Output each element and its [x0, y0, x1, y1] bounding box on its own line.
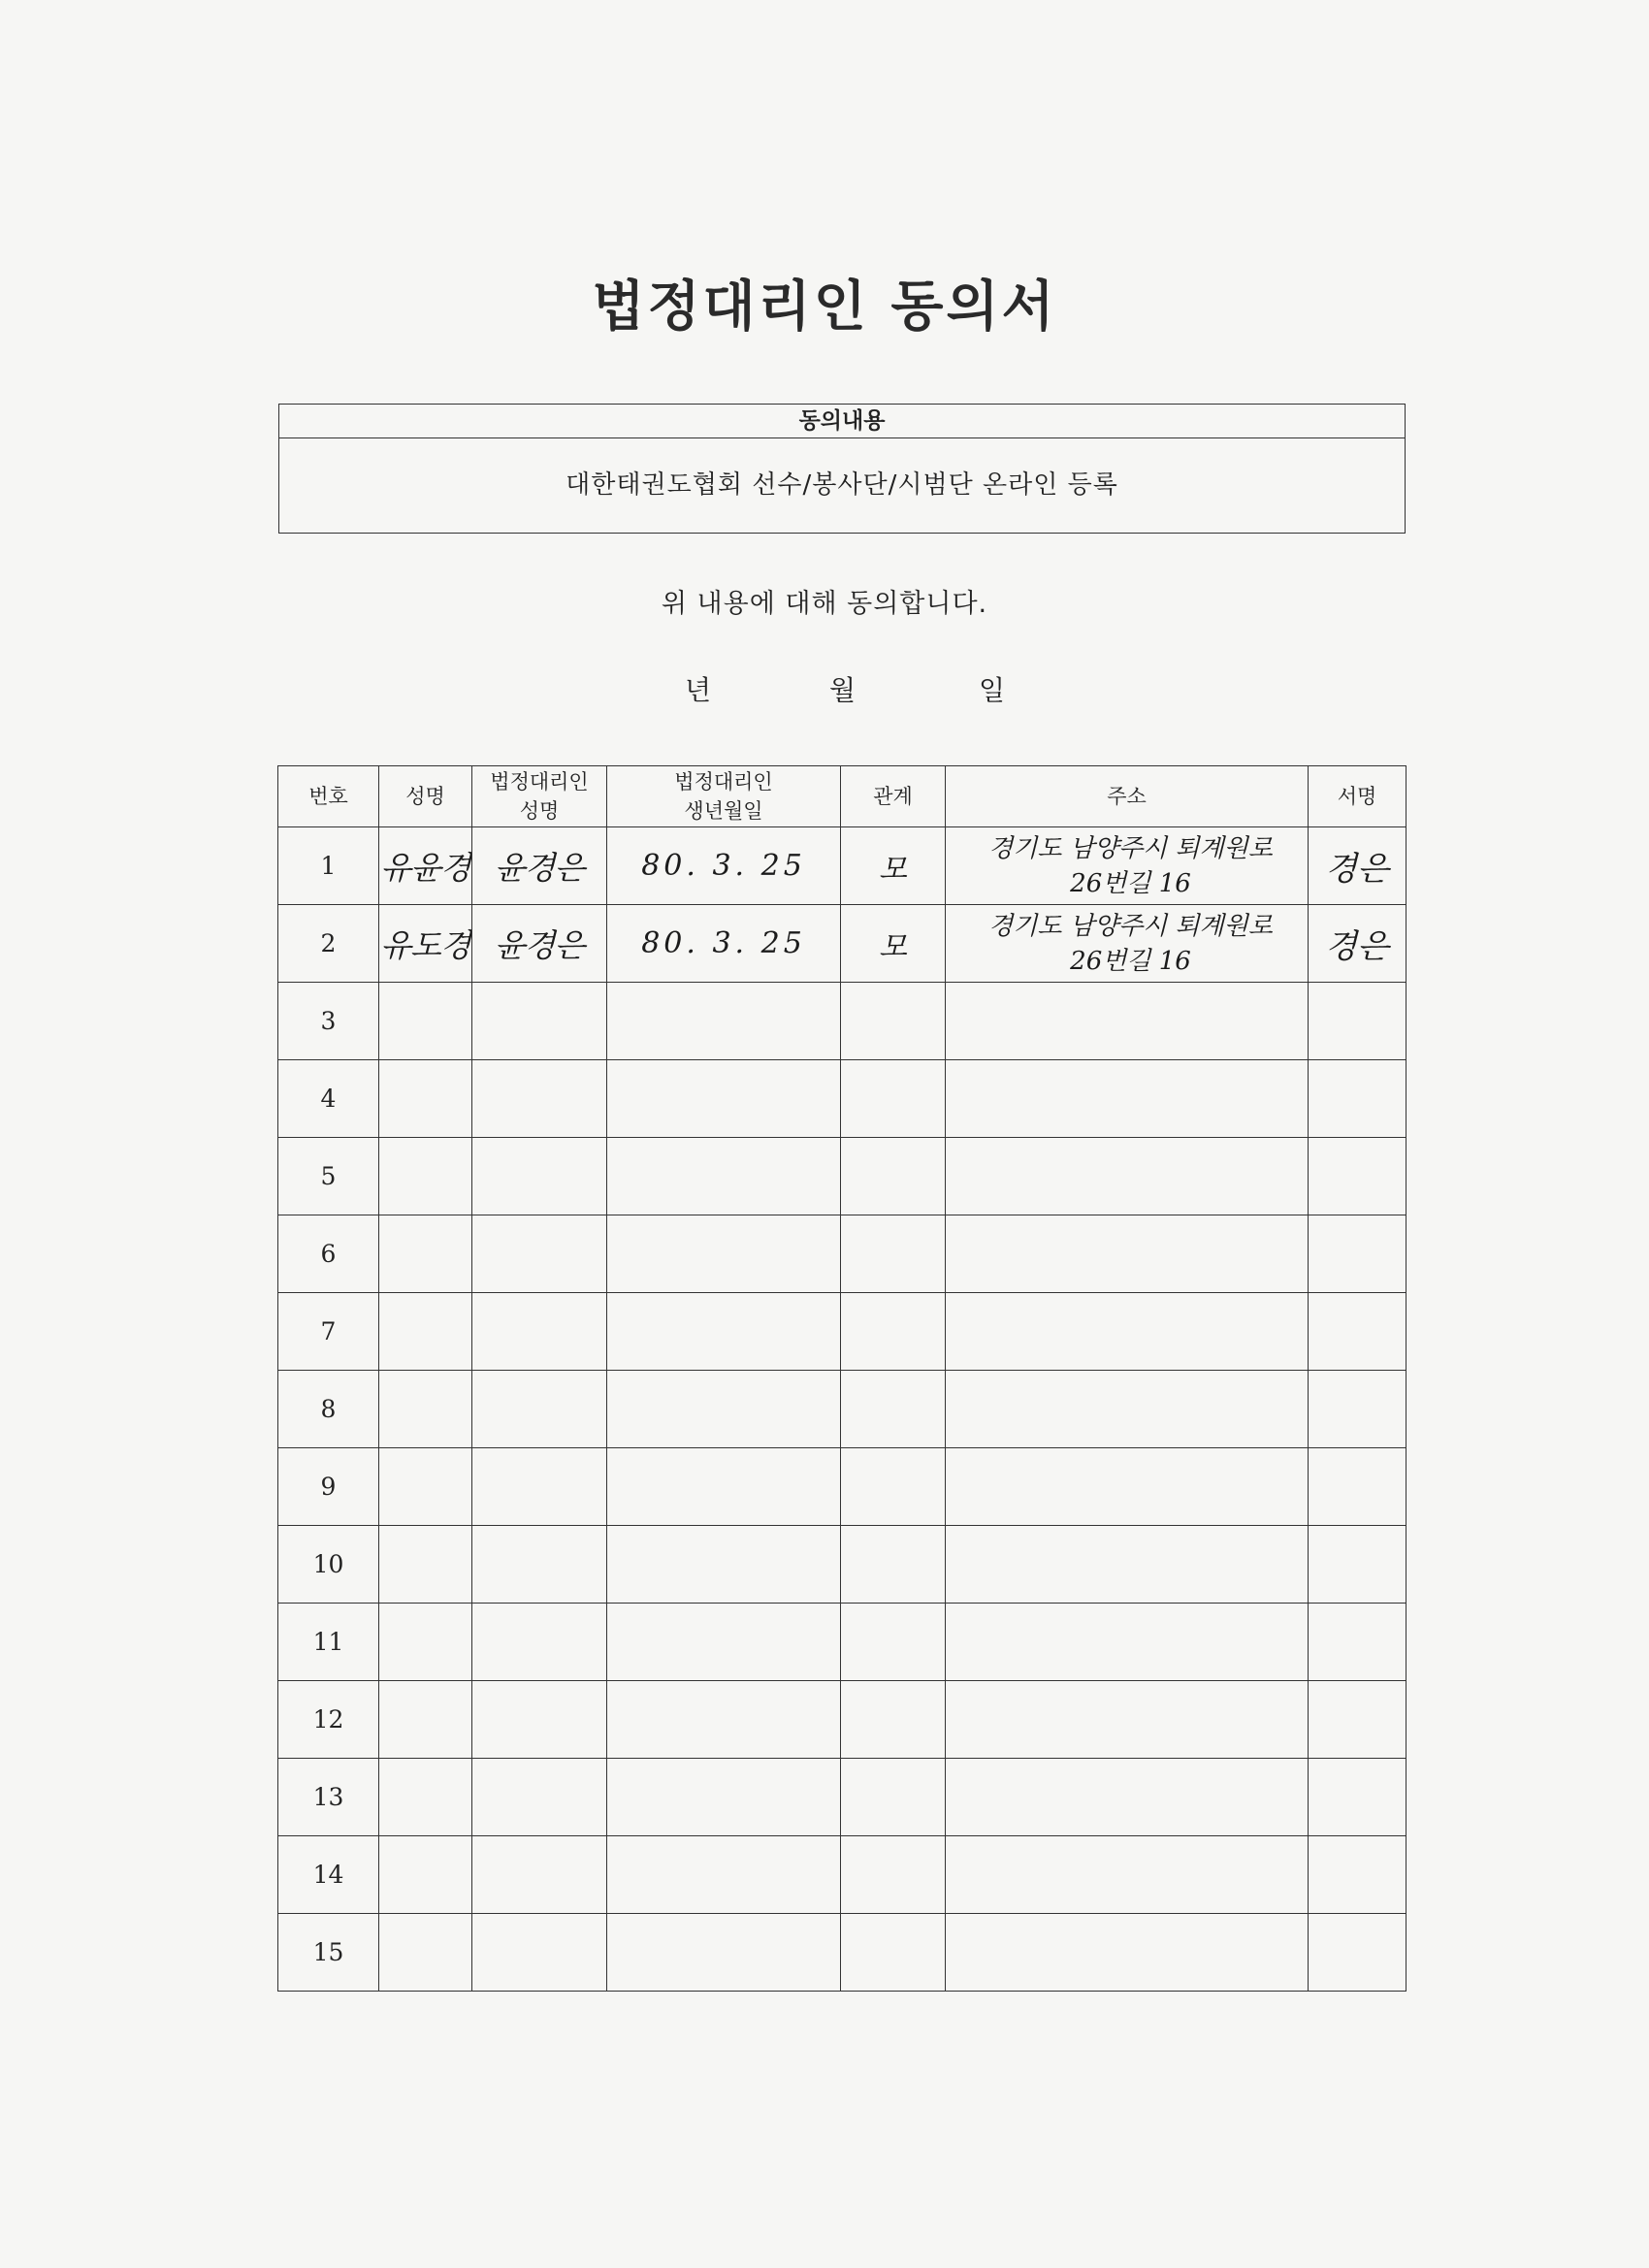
date-day-label: 일 — [979, 674, 1006, 706]
cell-address — [946, 983, 1309, 1060]
header-address: 주소 — [946, 766, 1309, 827]
header-relation: 관계 — [841, 766, 946, 827]
cell-name — [379, 1215, 472, 1293]
table-row — [278, 1914, 1406, 1992]
cell-name — [379, 1293, 472, 1371]
table-header-row — [278, 766, 1406, 827]
cell-name: 유도경 — [379, 905, 472, 983]
cell-name — [379, 1759, 472, 1836]
cell-guardian-name: 윤경은 — [472, 827, 607, 905]
table-row — [278, 1060, 1406, 1138]
cell-relation — [841, 1681, 946, 1759]
date-year-label: 년 — [685, 674, 712, 706]
cell-number: 15 — [278, 1914, 379, 1992]
table-row — [278, 1604, 1406, 1681]
cell-name — [379, 1681, 472, 1759]
cell-name — [379, 1060, 472, 1138]
cell-number: 11 — [278, 1604, 379, 1681]
cell-name — [379, 1914, 472, 1992]
cell-guardian-birth — [607, 1448, 841, 1526]
cell-guardian-birth — [607, 1526, 841, 1604]
cell-number: 7 — [278, 1293, 379, 1371]
cell-guardian-name — [472, 1836, 607, 1914]
agreement-statement: 위 내용에 대해 동의합니다. — [661, 589, 988, 619]
table-row — [278, 1836, 1406, 1914]
cell-relation — [841, 1759, 946, 1836]
table-row — [278, 1215, 1406, 1293]
cell-guardian-birth — [607, 1836, 841, 1914]
table-body — [278, 827, 1406, 1992]
cell-guardian-birth: 80. 3. 25 — [607, 827, 841, 905]
cell-name — [379, 1448, 472, 1526]
table-row — [278, 1371, 1406, 1448]
cell-number: 4 — [278, 1060, 379, 1138]
cell-number: 5 — [278, 1138, 379, 1215]
cell-guardian-birth — [607, 983, 841, 1060]
cell-number: 8 — [278, 1371, 379, 1448]
cell-address — [946, 1914, 1309, 1992]
cell-guardian-name — [472, 1681, 607, 1759]
table-row — [278, 1138, 1406, 1215]
cell-number: 3 — [278, 983, 379, 1060]
cell-relation — [841, 1526, 946, 1604]
cell-address: 경기도 남양주시 퇴계원로 26번길 16 — [946, 827, 1309, 905]
date-month-label: 월 — [829, 674, 857, 706]
cell-name — [379, 1604, 472, 1681]
cell-signature — [1309, 1604, 1406, 1681]
cell-relation — [841, 1371, 946, 1448]
cell-guardian-birth — [607, 1371, 841, 1448]
cell-relation — [841, 1448, 946, 1526]
cell-number: 12 — [278, 1681, 379, 1759]
cell-signature — [1309, 1448, 1406, 1526]
cell-signature — [1309, 1681, 1406, 1759]
guardian-table — [277, 765, 1406, 1992]
cell-relation — [841, 1138, 946, 1215]
cell-relation — [841, 1604, 946, 1681]
cell-guardian-name — [472, 1215, 607, 1293]
table-row — [278, 1681, 1406, 1759]
cell-number: 9 — [278, 1448, 379, 1526]
cell-address — [946, 1836, 1309, 1914]
cell-address — [946, 1060, 1309, 1138]
cell-name: 유윤경 — [379, 827, 472, 905]
header-guardian-name: 법정대리인 성명 — [472, 766, 607, 827]
table-row — [278, 1448, 1406, 1526]
cell-guardian-name — [472, 1914, 607, 1992]
cell-signature — [1309, 1215, 1406, 1293]
cell-address — [946, 1371, 1309, 1448]
table-row — [278, 1293, 1406, 1371]
cell-relation — [841, 1836, 946, 1914]
cell-guardian-birth — [607, 1215, 841, 1293]
cell-guardian-birth — [607, 1293, 841, 1371]
header-signature: 서명 — [1309, 766, 1406, 827]
cell-relation: 모 — [841, 905, 946, 983]
cell-number: 2 — [278, 905, 379, 983]
cell-relation — [841, 1215, 946, 1293]
table-row — [278, 983, 1406, 1060]
cell-relation — [841, 1060, 946, 1138]
header-guardian-birth: 법정대리인 생년월일 — [607, 766, 841, 827]
cell-address — [946, 1759, 1309, 1836]
consent-content: 대한태권도협회 선수/봉사단/시범단 온라인 등록 — [566, 470, 1118, 500]
cell-signature: 경은 — [1309, 827, 1406, 905]
cell-name — [379, 983, 472, 1060]
cell-signature — [1309, 1759, 1406, 1836]
cell-signature — [1309, 1060, 1406, 1138]
cell-address — [946, 1138, 1309, 1215]
cell-relation — [841, 1293, 946, 1371]
cell-name — [379, 1526, 472, 1604]
cell-guardian-birth: 80. 3. 25 — [607, 905, 841, 983]
cell-signature — [1309, 1138, 1406, 1215]
cell-guardian-name — [472, 1138, 607, 1215]
cell-guardian-birth — [607, 1604, 841, 1681]
cell-guardian-name — [472, 1604, 607, 1681]
consent-header: 동의내용 — [279, 405, 1405, 438]
cell-number: 1 — [278, 827, 379, 905]
cell-guardian-name — [472, 1293, 607, 1371]
cell-signature — [1309, 1836, 1406, 1914]
cell-number: 6 — [278, 1215, 379, 1293]
header-name: 성명 — [379, 766, 472, 827]
cell-guardian-name — [472, 1759, 607, 1836]
cell-number: 13 — [278, 1759, 379, 1836]
table-row — [278, 1526, 1406, 1604]
cell-guardian-name: 윤경은 — [472, 905, 607, 983]
cell-relation — [841, 983, 946, 1060]
cell-address — [946, 1604, 1309, 1681]
cell-signature — [1309, 1526, 1406, 1604]
cell-guardian-name — [472, 1526, 607, 1604]
cell-guardian-name — [472, 1371, 607, 1448]
cell-number: 10 — [278, 1526, 379, 1604]
cell-address: 경기도 남양주시 퇴계원로 26번길 16 — [946, 905, 1309, 983]
cell-name — [379, 1371, 472, 1448]
cell-guardian-birth — [607, 1681, 841, 1759]
cell-guardian-birth — [607, 1914, 841, 1992]
cell-address — [946, 1215, 1309, 1293]
table-row — [278, 905, 1406, 983]
cell-guardian-name — [472, 1060, 607, 1138]
cell-name — [379, 1138, 472, 1215]
cell-guardian-name — [472, 1448, 607, 1526]
cell-relation — [841, 1914, 946, 1992]
cell-address — [946, 1681, 1309, 1759]
cell-address — [946, 1448, 1309, 1526]
cell-relation: 모 — [841, 827, 946, 905]
table-row — [278, 827, 1406, 905]
cell-guardian-birth — [607, 1060, 841, 1138]
cell-guardian-birth — [607, 1759, 841, 1836]
header-number: 번호 — [278, 766, 379, 827]
document-title: 법정대리인 동의서 — [592, 275, 1057, 339]
cell-number: 14 — [278, 1836, 379, 1914]
cell-name — [379, 1836, 472, 1914]
cell-signature — [1309, 983, 1406, 1060]
consent-box — [278, 404, 1406, 534]
cell-signature — [1309, 1914, 1406, 1992]
table-row — [278, 1759, 1406, 1836]
cell-signature — [1309, 1371, 1406, 1448]
cell-address — [946, 1293, 1309, 1371]
cell-guardian-birth — [607, 1138, 841, 1215]
cell-guardian-name — [472, 983, 607, 1060]
cell-signature: 경은 — [1309, 905, 1406, 983]
cell-address — [946, 1526, 1309, 1604]
cell-signature — [1309, 1293, 1406, 1371]
